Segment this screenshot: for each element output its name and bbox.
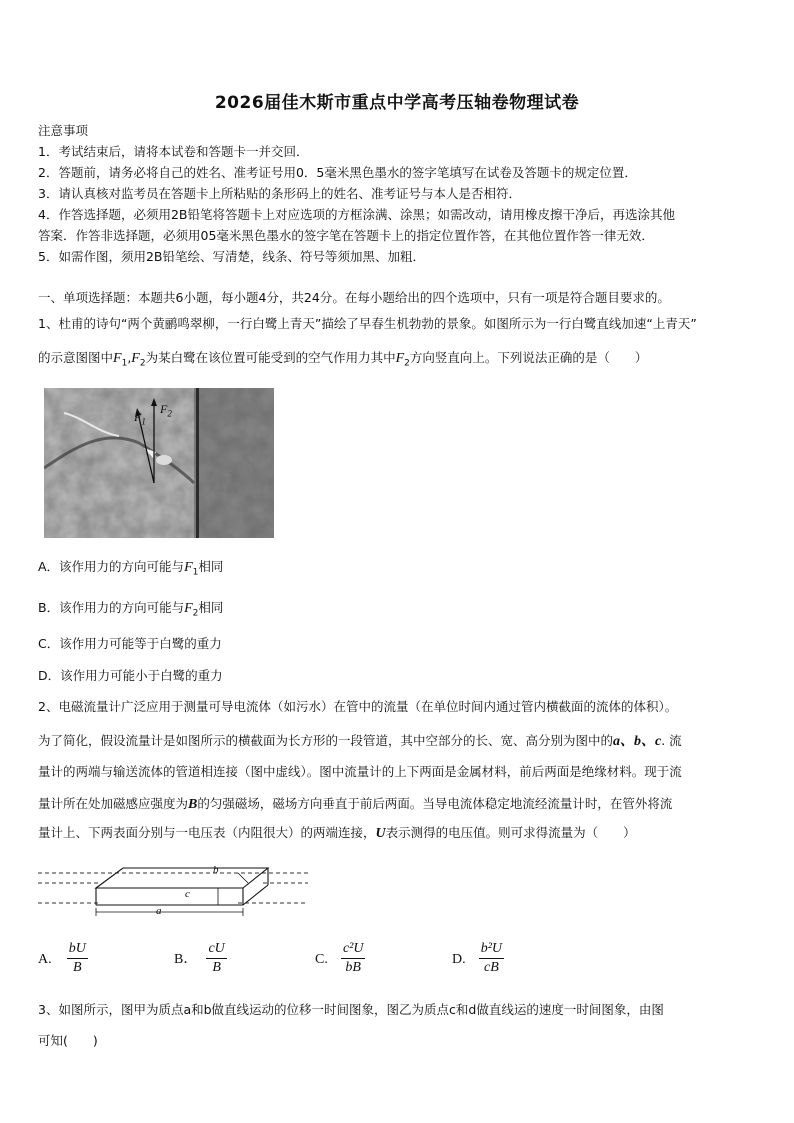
- q1-stem-line2: 的示意图图中$F_1,F_2$为某白鹭在该位置可能受到的空气作用力其中$F_2$方向竖直向上。下列说法正确的是（ ）: [38, 350, 648, 369]
- page-title: 2026届佳木斯市重点中学高考压轴卷物理试卷: [214, 93, 580, 113]
- section-heading: 一、单项选择题：本题共6小题，每小题4分，共24分。在每小题给出的四个选项中，只有一项是符合题目要求的。: [38, 290, 670, 305]
- force-vectors: [44, 388, 274, 538]
- q2-stem-line3: 量计的两端与输送流体的管道相连接（图中虚线）。图中流量计的上下两面是金属材料，前后两面是绝缘材料。现于流: [38, 764, 682, 779]
- fig-label-b: b: [213, 864, 219, 876]
- q1-option-d: D．该作用力可能小于白鹭的重力: [38, 668, 223, 683]
- q2-stem-line1: 2、电磁流量计广泛应用于测量可导电流体（如污水）在管中的流量（在单位时间内通过管内横截面的流体的体积）。: [38, 699, 678, 714]
- fig-label-c: c: [185, 888, 190, 900]
- notice-item: 3．请认真核对监考员在答题卡上所粘贴的条形码上的姓名、准考证号与本人是否相符．: [38, 186, 521, 201]
- flowmeter-diagram: [38, 855, 313, 925]
- q1-option-c: C．该作用力可能等于白鹭的重力: [38, 636, 222, 651]
- q1-option-a: A．该作用力的方向可能与$F_1$相同: [38, 559, 224, 578]
- notice-item: 答案．作答非选择题，必须用05毫米黑色墨水的签字笔在答题卡上的指定位置作答，在其他位置作答一律无效．: [38, 228, 654, 243]
- q2-stem-line2: 为了简化，假设流量计是如图所示的横截面为长方形的一段管道，其中空部分的长、宽、高分别为图中的a、b、c. 流: [38, 733, 682, 749]
- q2-option-b: B． $\frac{cU}{B}$: [174, 941, 225, 975]
- notice-item: 1．考试结束后，请将本试卷和答题卡一并交回．: [38, 144, 309, 159]
- q3-stem-line2: 可知( ): [38, 1033, 98, 1048]
- q2-stem-line4: 量计所在处加磁感应强度为B的匀强磁场，磁场方向垂直于前后两面。当导电流体稳定地流经流量计时，在管外将流: [38, 796, 673, 812]
- fig-label-f2: $F_2$: [160, 402, 172, 419]
- fig-label-f1: $F_1$: [134, 410, 146, 427]
- notice-heading: 注意事项: [38, 123, 89, 138]
- q1-option-b: B．该作用力的方向可能与$F_2$相同: [38, 600, 224, 619]
- notice-item: 4．作答选择题，必须用2B铅笔将答题卡上对应选项的方框涂满、涂黑；如需改动，请用橡皮擦干净后，再选涂其他: [38, 207, 675, 222]
- q2-stem-line5: 量计上、下两表面分别与一电压表（内阻很大）的两端连接，U表示测得的电压值。则可求得流量为（ ）: [38, 825, 636, 841]
- q2-option-c: C. $\frac{\text{c²U}}{bB}$: [315, 941, 364, 975]
- q2-option-d: D. $\frac{\text{b²U}}{cB}$: [452, 941, 503, 975]
- q3-stem-line1: 3、如图所示，图甲为质点a和b做直线运动的位移一时间图象，图乙为质点c和d做直线运的速度一时间图象，由图: [38, 1002, 664, 1017]
- notice-item: 2．答题前，请务必将自己的姓名、准考证号用0．5毫米黑色墨水的签字笔填写在试卷及答题卡的规定位置．: [38, 165, 637, 180]
- q2-option-a: A. $\frac{bU}{B}$: [38, 941, 86, 975]
- fig-label-a: a: [156, 905, 162, 917]
- q1-stem-line1: 1、杜甫的诗句“两个黄鹂鸣翠柳，一行白鹭上青天”描绘了早春生机勃勃的景象。如图所示为一行白鹭直线加速“上青天”: [38, 316, 697, 331]
- notice-item: 5．如需作图，须用2B铅笔绘、写清楚，线条、符号等须加黑、加粗．: [38, 249, 425, 264]
